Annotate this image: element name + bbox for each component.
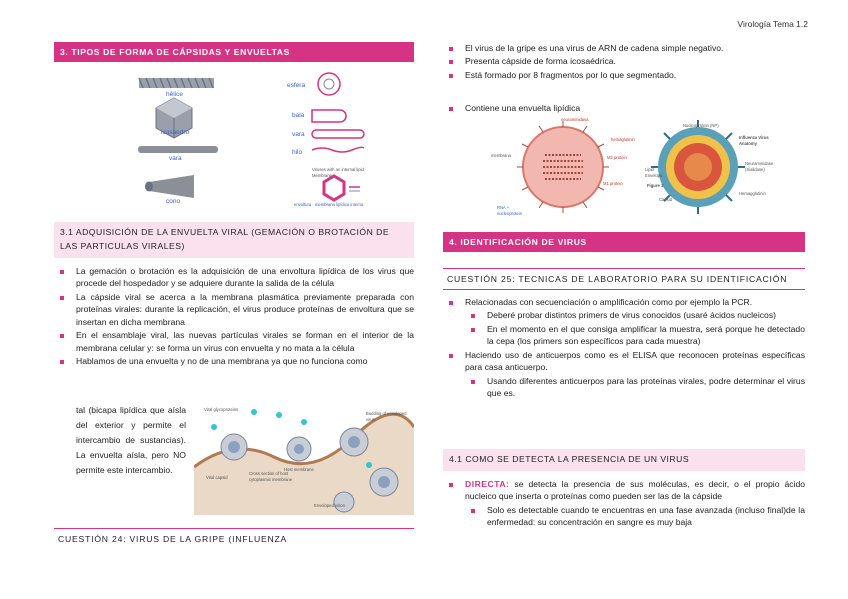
thread-envelope-shape [312, 147, 364, 152]
legend-note: envoltura · membrana lipídica interna [294, 202, 364, 207]
label-neuraminidase: Neuraminidase (Sialidase) [745, 161, 774, 173]
section-3-title: 3. TIPOS DE FORMA DE CÁPSIDAS Y ENVUELTAS [54, 42, 414, 62]
helix-capsid-shape [139, 78, 214, 88]
label-figure-1: Figure 1 [647, 183, 664, 188]
label-budding: Budding of enveloped virus [366, 411, 407, 423]
label-hemagglutinin: Hemagglutinin [739, 191, 766, 196]
rod-capsid-shape [138, 146, 218, 153]
detection-directa-item [443, 478, 805, 503]
label-nucleoprotein: Nucleoprotein (NP) [683, 123, 719, 128]
label-anatomy-title: Influenza Virus Anatomy [739, 135, 769, 147]
directa-text: se detecta la presencia de sus moléculas, es decir, o el propio ácido nucleico que inserta o proteínas como pueden ser las de la cápside [465, 479, 805, 502]
label-lipid-envelope: Lipid Envelope [645, 167, 663, 179]
rod-envelope-shape [312, 130, 364, 138]
flu-schematic [517, 121, 609, 213]
cuestion-24-title: CUESTIÓN 24: VIRUS DE LA GRIPE (INFLUENZA [54, 528, 414, 549]
label-capsid: Capsid [659, 197, 673, 202]
budding-bullet-list [54, 265, 414, 369]
capsid-shapes-figure [134, 70, 374, 210]
label-hemaglutinin: hemaglutinin [611, 137, 635, 142]
flu-bullet: Está formado por 8 fragmentos por lo que segmentado. [443, 69, 805, 81]
lab-technique-item: Haciendo uso de anticuerpos como es el ELISA que reconocen proteínas específicas para casa anticuerpo. [443, 349, 805, 374]
lab-technique-subitem: Deberé probar distintos primers de virus conocidos (usaré ácidos nucleicos) [443, 309, 805, 321]
label-membrana: membrana [491, 153, 512, 158]
label-icosaedro: icosaedro [161, 129, 190, 136]
bullet-envelope-shape [312, 110, 346, 122]
budding-figure [194, 407, 414, 515]
label-viral-glycoproteins: Viral glycoproteins [204, 407, 239, 412]
subsection-4-1-title: 4.1 COMO SE DETECTA LA PRESENCIA DE UN VIRUS [443, 449, 805, 471]
envelope-bullet: Contiene una envuelta lipídica [443, 102, 805, 114]
label-helice: hélice [166, 91, 183, 98]
detection-list [443, 478, 805, 530]
small-note: Viruses with an internal lipid Membrane [312, 167, 364, 179]
budding-bullet: La gemación o brotación es la adquisición de una envoltura lipídica de los virus que procede del hospedador y se adquiere durante la salida de la célula [54, 265, 414, 290]
flu-bullet-list [443, 42, 805, 82]
flu-bullet: El virus de la gripe es una virus de ARN de cadena simple negativo. [443, 42, 805, 54]
lab-technique-subitem: En el momento en el que consiga amplificar la muestra, será porque he detectado la cepa (los primers son específicos para cada muestra) [443, 323, 805, 348]
budding-svg [194, 407, 414, 515]
label-bala: bala [292, 112, 305, 119]
envelope-bullet-list [443, 102, 805, 115]
influenza-svg [483, 117, 783, 219]
label-rna-nucleoprotein: RNA + nucleoprotein [497, 205, 523, 217]
envelope-wrap-text: tal (bicapa lipídica que aísla del exterior y permite el intercambio de sustancias). La envuelta aísla, pero NO permite este intercambio. [76, 405, 186, 476]
label-enveloped-virion: Enveloped virion [314, 503, 345, 508]
budding-bullet: La cápside viral se acerca a la membrana plasmática previamente preparada con proteínas virales: durante la replicación, el virus produce proteínas de envoltura que se insertan en dicha membrana [54, 291, 414, 328]
influenza-figure [483, 117, 783, 219]
page-header-title: Virología Tema 1.2 [737, 19, 808, 29]
label-hilo: hilo [292, 149, 303, 156]
detection-directa-subitem: Solo es detectable cuando te encuentras en una fase avanzada (incluso final)de la enfermedad: su concentración en sangre es muy baja [443, 504, 805, 529]
label-esfera: esfera [287, 82, 306, 89]
label-cross-section: Cross section of host cytoplasmic membrane [249, 471, 293, 483]
label-viral-capsid: Viral capsid [206, 475, 228, 480]
lab-technique-item: Relacionadas con secuenciación o amplificación como por ejemplo la PCR. [443, 296, 805, 308]
label-vara-right: vara [292, 131, 305, 138]
label-vara-left: vara [169, 155, 182, 162]
label-m1-protein: M1 protein [603, 181, 623, 186]
label-neuraminidasa: neuraminidasa [561, 117, 589, 122]
flu-bullet: Presenta cápside de forma icosaédrica. [443, 55, 805, 67]
sphere-envelope-shape [318, 73, 340, 95]
directa-label: DIRECTA: [465, 479, 510, 489]
label-cono: cono [166, 198, 181, 205]
budding-bullet: Hablamos de una envuelta y no de una membrana ya que no funciona como [54, 355, 414, 367]
cuestion-25-title: CUESTIÓN 25: TECNICAS DE LABORATORIO PARA SU IDENTIFICACIÓN [443, 268, 805, 290]
lab-technique-subitem: Usando diferentes anticuerpos para las proteínas virales, podre determinar el virus que es. [443, 375, 805, 400]
section-4-title: 4. IDENTIFICACIÓN DE VIRUS [443, 232, 805, 252]
label-host-membrane: Host membrane [284, 467, 314, 472]
cone-capsid-shape [149, 175, 194, 198]
subsection-3-1-title: 3.1 ADQUISICIÓN DE LA ENVUELTA VIRAL (GEMACIÓN O BROTACIÓN DE LAS PARTICULAS VIRALES) [54, 222, 414, 258]
internal-membrane-hexagon [324, 176, 344, 200]
budding-bullet: En el ensamblaje viral, las nuevas partículas virales se forman en el interior de la membrana celular y: se forma un virus con envuelta y no mata a la célula [54, 329, 414, 354]
label-m2-protein: M2 protein [607, 155, 627, 160]
lab-techniques-list [443, 296, 805, 401]
